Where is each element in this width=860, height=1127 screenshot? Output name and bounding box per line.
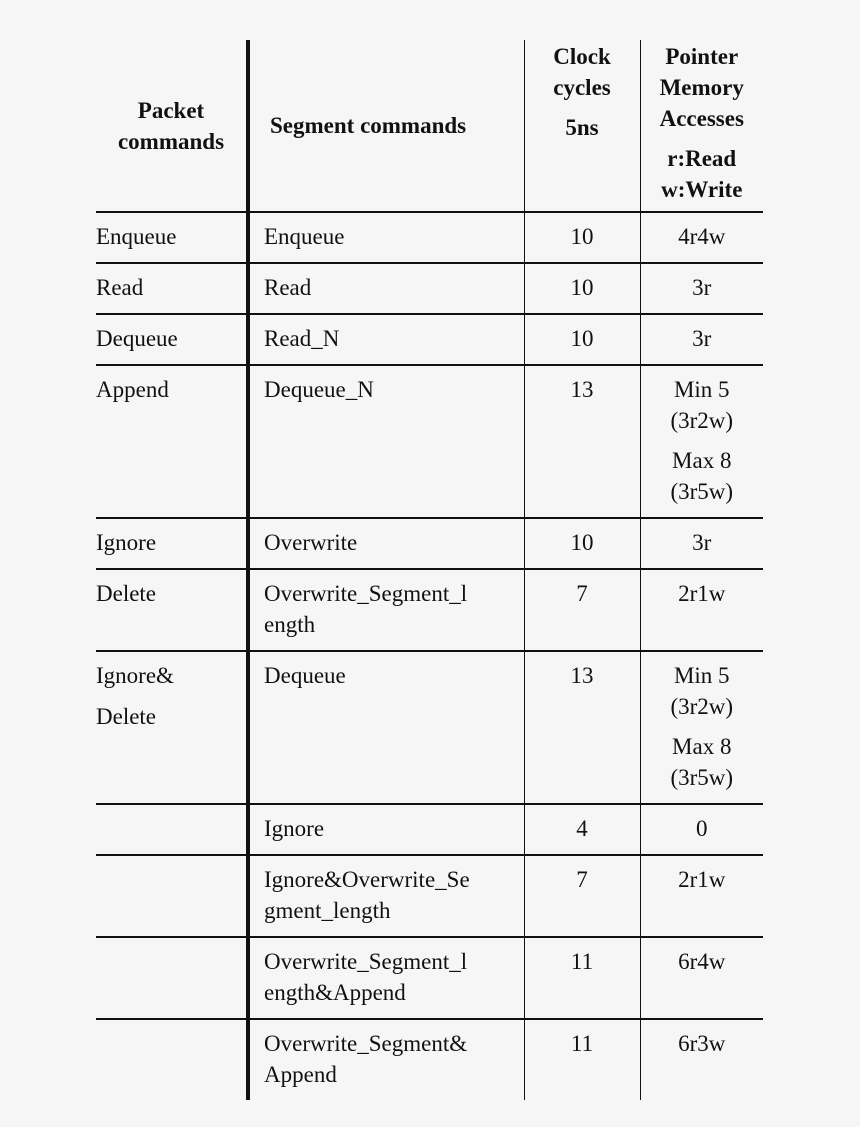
segment-command-cell	[248, 212, 524, 263]
pointer-accesses-text: (3r5w)	[670, 479, 734, 504]
segment-command-cell	[248, 937, 524, 1019]
clock-cycles-cell	[524, 937, 640, 1019]
clock-cycles-text: 7	[576, 581, 588, 606]
pointer-accesses-cell	[640, 212, 763, 263]
pointer-accesses-cell	[640, 804, 763, 855]
table-row	[96, 314, 763, 365]
header-text: 5ns	[565, 115, 599, 140]
clock-cycles-text: 13	[570, 377, 594, 402]
segment-command-text: Append	[264, 1062, 337, 1087]
pointer-accesses-text: 0	[696, 816, 708, 841]
header-clock-cycles	[524, 40, 640, 212]
clock-cycles-cell	[524, 212, 640, 263]
packet-command-text: Ignore	[96, 530, 157, 555]
table-body	[96, 212, 763, 1100]
packet-command-text: Read	[96, 275, 144, 300]
clock-cycles-cell	[524, 263, 640, 314]
header-text: Memory	[659, 75, 744, 100]
packet-command-text: Delete	[96, 704, 157, 729]
clock-cycles-text: 10	[570, 224, 594, 249]
segment-command-cell	[248, 365, 524, 518]
header-text: Segment commands	[270, 113, 467, 138]
table-row	[96, 1019, 763, 1100]
segment-command-cell	[248, 263, 524, 314]
segment-command-text: Ignore	[264, 816, 325, 841]
segment-command-text: Ignore&Overwrite_Se	[264, 867, 470, 892]
packet-command-cell	[96, 569, 248, 651]
header-segment-commands	[248, 40, 524, 212]
packet-command-text: Append	[96, 377, 169, 402]
pointer-accesses-text: 2r1w	[678, 581, 726, 606]
segment-command-cell	[248, 314, 524, 365]
clock-cycles-text: 10	[570, 275, 594, 300]
pointer-accesses-text: 3r	[692, 530, 712, 555]
segment-command-cell	[248, 651, 524, 804]
pointer-accesses-text: Max 8	[672, 448, 732, 473]
packet-command-cell	[96, 855, 248, 937]
pointer-accesses-cell	[640, 518, 763, 569]
segment-command-text: gment_length	[264, 898, 391, 923]
clock-cycles-cell	[524, 1019, 640, 1100]
segment-command-text: Overwrite_Segment_l	[264, 581, 468, 606]
header-text: cycles	[553, 75, 611, 100]
pointer-accesses-text: 4r4w	[678, 224, 726, 249]
clock-cycles-text: 7	[576, 867, 588, 892]
segment-command-text: ength&Append	[264, 980, 406, 1005]
segment-command-text: Overwrite_Segment_l	[264, 949, 468, 974]
packet-command-cell	[96, 804, 248, 855]
clock-cycles-text: 4	[576, 816, 588, 841]
table-row	[96, 855, 763, 937]
clock-cycles-text: 10	[570, 326, 594, 351]
table-row	[96, 263, 763, 314]
table-row	[96, 804, 763, 855]
segment-command-text: Read_N	[264, 326, 340, 351]
segment-command-cell	[248, 855, 524, 937]
pointer-accesses-cell	[640, 855, 763, 937]
clock-cycles-text: 11	[570, 1031, 594, 1056]
pointer-accesses-text: (3r2w)	[670, 408, 734, 433]
pointer-accesses-text: (3r2w)	[670, 694, 734, 719]
header-text: commands	[117, 128, 225, 154]
pointer-accesses-text: Min 5	[673, 663, 730, 688]
pointer-accesses-cell	[640, 314, 763, 365]
table-row	[96, 518, 763, 569]
segment-command-text: Enqueue	[264, 224, 345, 249]
header-text: Accesses	[659, 106, 744, 131]
table-header	[96, 40, 763, 212]
clock-cycles-cell	[524, 314, 640, 365]
header-text: w:Write	[661, 177, 743, 202]
packet-command-text: Dequeue	[96, 326, 178, 351]
segment-command-text: Read	[264, 275, 312, 300]
pointer-accesses-cell	[640, 365, 763, 518]
table-row	[96, 212, 763, 263]
table-row	[96, 569, 763, 651]
packet-command-cell	[96, 314, 248, 365]
pointer-accesses-cell	[640, 937, 763, 1019]
clock-cycles-cell	[524, 569, 640, 651]
clock-cycles-cell	[524, 804, 640, 855]
clock-cycles-text: 13	[570, 663, 594, 688]
packet-command-text: Enqueue	[96, 224, 177, 249]
pointer-accesses-text: (3r5w)	[670, 765, 734, 790]
segment-command-cell	[248, 1019, 524, 1100]
header-pointer-memory-accesses	[640, 40, 763, 212]
clock-cycles-text: 11	[570, 949, 594, 974]
clock-cycles-cell	[524, 518, 640, 569]
pointer-accesses-text: 6r3w	[678, 1031, 726, 1056]
packet-command-text: Delete	[96, 581, 157, 606]
packet-command-cell	[96, 212, 248, 263]
pointer-accesses-cell	[640, 569, 763, 651]
clock-cycles-cell	[524, 855, 640, 937]
commands-table	[96, 40, 763, 1100]
pointer-accesses-cell	[640, 263, 763, 314]
pointer-accesses-text: 3r	[692, 326, 712, 351]
packet-command-cell	[96, 651, 248, 804]
header-row	[96, 40, 763, 212]
packet-command-cell	[96, 365, 248, 518]
clock-cycles-cell	[524, 365, 640, 518]
packet-command-cell	[96, 1019, 248, 1100]
pointer-accesses-cell	[640, 1019, 763, 1100]
segment-command-cell	[248, 569, 524, 651]
header-text: r:Read	[667, 146, 737, 171]
packet-command-text: Ignore&	[96, 663, 174, 688]
pointer-accesses-cell	[640, 651, 763, 804]
pointer-accesses-text: 2r1w	[678, 867, 726, 892]
segment-command-text: Dequeue	[264, 663, 346, 688]
segment-command-text: Overwrite	[264, 530, 358, 555]
header-packet-commands	[96, 40, 248, 212]
table-row	[96, 937, 763, 1019]
segment-command-cell	[248, 518, 524, 569]
clock-cycles-cell	[524, 651, 640, 804]
segment-command-text: Overwrite_Segment&	[264, 1031, 468, 1056]
packet-command-cell	[96, 518, 248, 569]
pointer-accesses-text: 6r4w	[678, 949, 726, 974]
table-row	[96, 651, 763, 804]
pointer-accesses-text: Min 5	[673, 377, 730, 402]
header-text: Pointer	[665, 44, 739, 69]
segment-command-text: Dequeue_N	[264, 377, 374, 402]
pointer-accesses-text: Max 8	[672, 734, 732, 759]
segment-command-cell	[248, 804, 524, 855]
table-row	[96, 365, 763, 518]
packet-command-cell	[96, 263, 248, 314]
packet-command-cell	[96, 937, 248, 1019]
header-text: Packet	[137, 97, 205, 123]
header-text: Clock	[553, 44, 611, 69]
pointer-accesses-text: 3r	[692, 275, 712, 300]
segment-command-text: ength	[264, 612, 316, 637]
clock-cycles-text: 10	[570, 530, 594, 555]
